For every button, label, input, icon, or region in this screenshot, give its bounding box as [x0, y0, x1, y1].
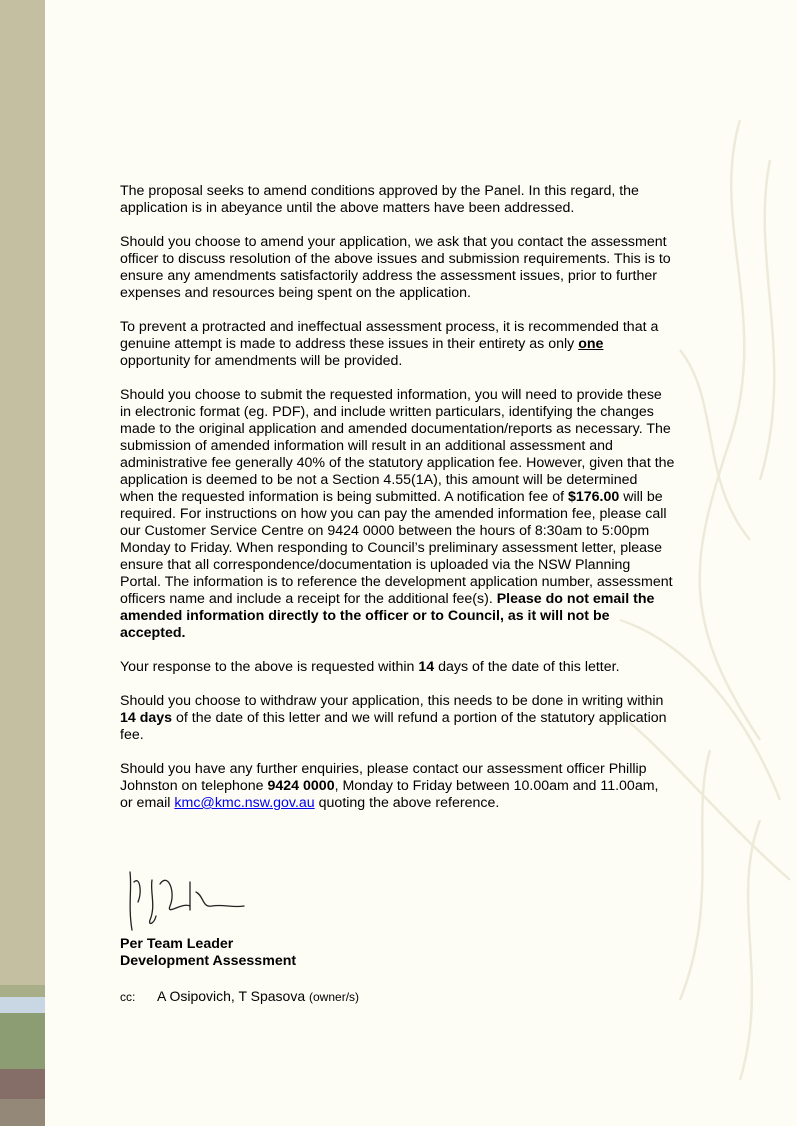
paragraph-submission-instructions: Should you choose to submit the requested information, you will need to provide these in electronic format (eg. PDF), and include written particulars, identifying the changes made to the original application and amended documentation/reports as necessary. The submission of amended information will result in an additional assessment and administrative fee generally 40% of the statutory application fee. However, given that the application is deemed to be not a Section 4.55(1A), this amount will be determined when the requested information is being submitted. A notification fee of $176.00 will be required. For instructions on how you can pay the amended information fee, please call our Customer Service Centre on 9424 0000 between the hours of 8:30am to 5:00pm Monday to Friday. When responding to Council’s preliminary assessment letter, please ensure that all correspondence/documentation is uploaded via the NSW Planning Portal. The information is to reference the development application number, assessment officers name and include a receipt for the additional fee(s). Please do not email the amended information directly to the officer or to Council, as it will not be accepted.: [120, 387, 675, 641]
stripe-band: [0, 1013, 45, 1069]
signoff-role: Per Team Leader: [120, 936, 234, 952]
cc-line: [120, 988, 359, 1006]
signoff-block: [120, 936, 296, 970]
withdraw-days: 14 days: [120, 710, 173, 726]
no-email-warning: Please do not email the amended information directly to the officer or to Council, as it will not be accepted.: [120, 591, 655, 641]
stripe-band: [0, 1099, 45, 1126]
paragraph-one-opportunity: To prevent a protracted and ineffectual assessment process, it is recommended that a genuine attempt is made to address these issues in their entirety as only one opportunity for amendments will be provided.: [120, 319, 659, 369]
paragraph-response-deadline: Your response to the above is requested within 14 days of the date of this letter.: [120, 659, 620, 675]
handwritten-signature: [120, 862, 250, 934]
cc-owner-note: (owner/s): [309, 990, 360, 1004]
response-days: 14: [418, 659, 435, 675]
paragraph-amend-application: Should you choose to amend your application, we ask that you contact the assessment officer to discuss resolution of the above issues and submission requirements. This is to ensure any amendments satisfactorily address the assessment issues, prior to further expenses and resources being spent on the application.: [120, 234, 671, 301]
signoff-department: Development Assessment: [120, 953, 297, 969]
stripe-band: [0, 985, 45, 997]
notification-fee: $176.00: [567, 489, 620, 505]
left-decorative-stripe: [0, 0, 45, 1126]
paragraph-withdraw: Should you choose to withdraw your application, this needs to be done in writing within 14 days of the date of this letter and we will refund a portion of the statutory application fee.: [120, 693, 667, 743]
phone-number: 9424 0000: [267, 778, 335, 794]
emphasis-one: one: [578, 336, 604, 352]
cc-label: cc:: [120, 990, 136, 1004]
paragraph-enquiries: Should you have any further enquiries, please contact our assessment officer Phillip Johnston on telephone 9424 0000, Monday to Friday between 10.00am and 11.00am, or email kmc@kmc.nsw.gov.au quoting the above reference.: [120, 761, 659, 811]
cc-names: A Osipovich, T Spasova: [157, 988, 306, 1004]
email-link[interactable]: kmc@kmc.nsw.gov.au: [174, 795, 315, 811]
paragraph-abeyance: The proposal seeks to amend conditions approved by the Panel. In this regard, the application is in abeyance until the above matters have been addressed.: [120, 183, 639, 216]
letter-body: [120, 183, 675, 829]
stripe-band: [0, 997, 45, 1013]
stripe-band: [0, 1069, 45, 1099]
